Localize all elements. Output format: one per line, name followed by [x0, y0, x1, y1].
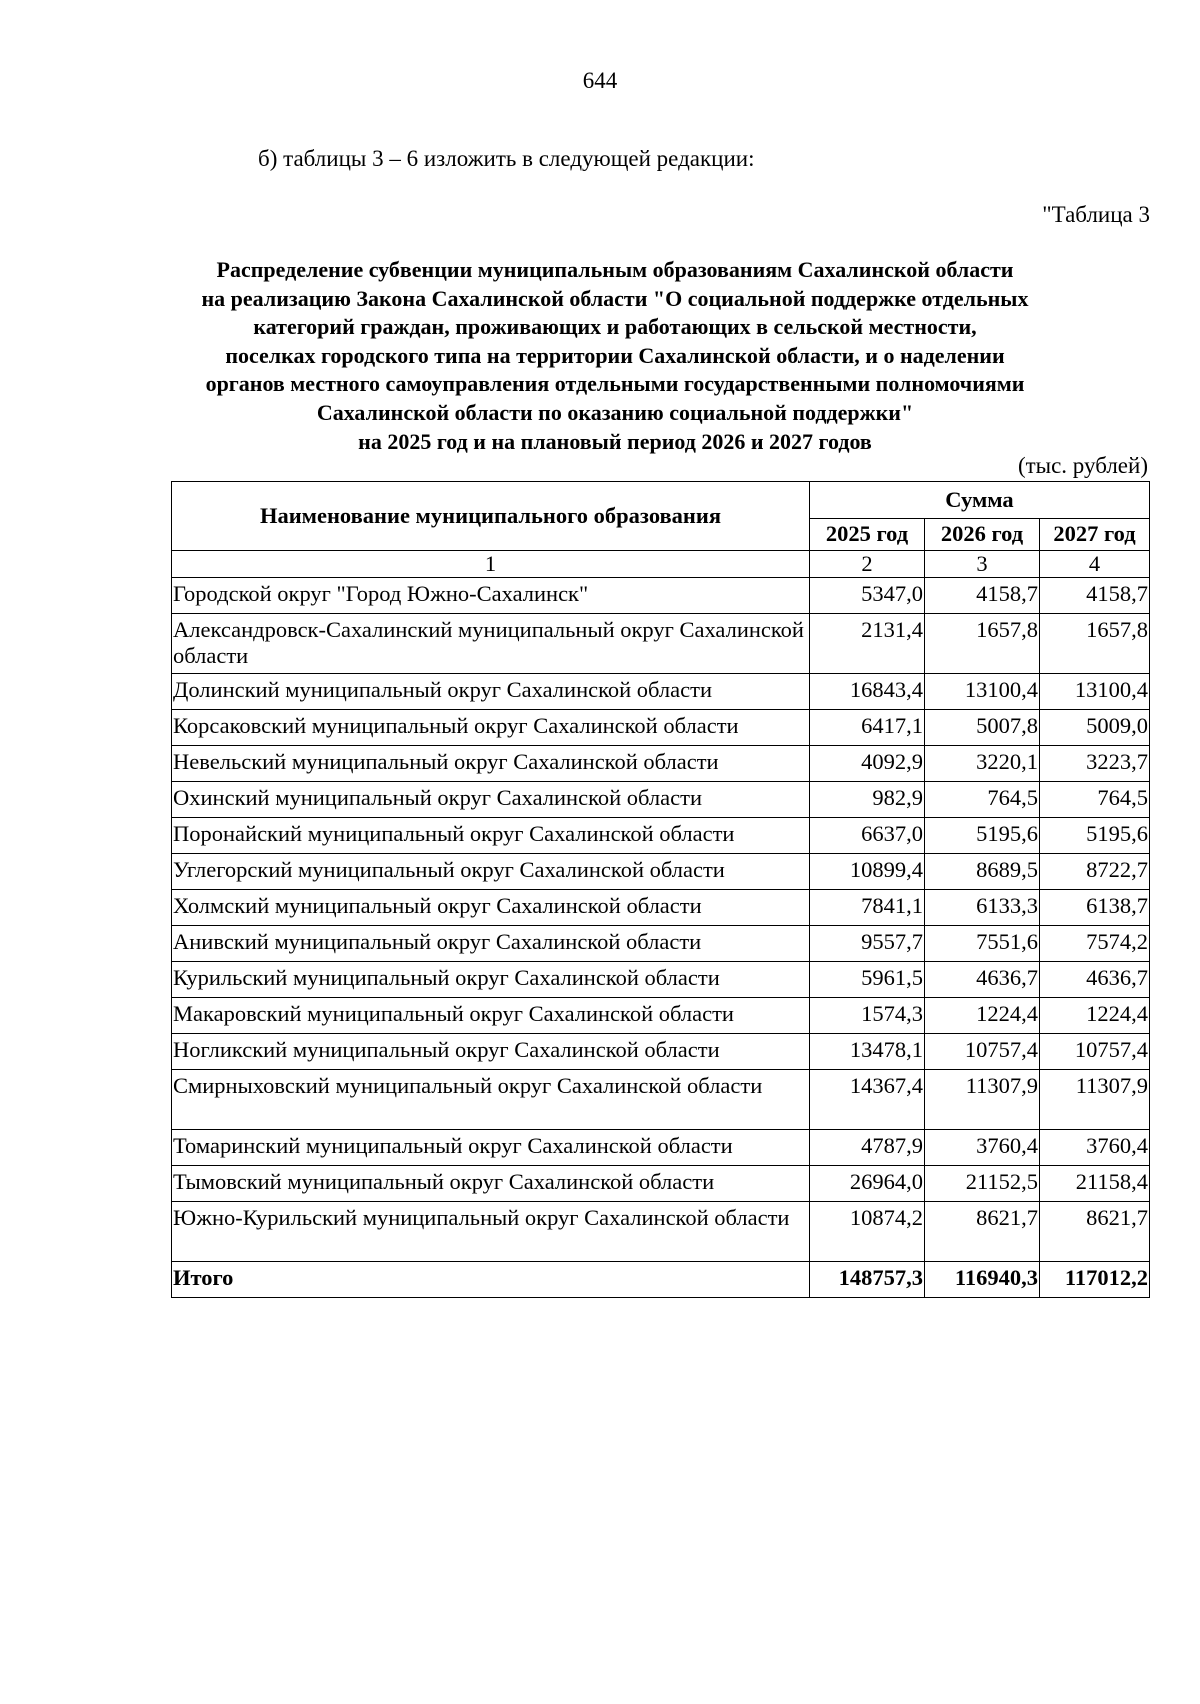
row-name: Невельский муниципальный округ Сахалинской области [172, 746, 810, 782]
row-name: Долинский муниципальный округ Сахалинской области [172, 674, 810, 710]
value-2027: 6138,7 [1040, 890, 1150, 926]
value-2025: 1574,3 [810, 998, 925, 1034]
total-row [172, 1262, 1150, 1298]
value-2025: 16843,4 [810, 674, 925, 710]
value-2026: 4636,7 [925, 962, 1040, 998]
table-row [172, 674, 1150, 710]
value-2027: 5195,6 [1040, 818, 1150, 854]
value-2026: 6133,3 [925, 890, 1040, 926]
value-2027: 13100,4 [1040, 674, 1150, 710]
table-title [150, 256, 1080, 456]
value-2025: 2131,4 [810, 614, 925, 674]
intro-text: б) таблицы 3 – 6 изложить в следующей редакции: [258, 146, 755, 171]
value-2027: 3223,7 [1040, 746, 1150, 782]
header-sum: Сумма [810, 482, 1150, 519]
row-name: Корсаковский муниципальный округ Сахалинской области [172, 710, 810, 746]
value-2026: 3760,4 [925, 1130, 1040, 1166]
header-year-2026: 2026 год [925, 518, 1040, 550]
row-name: Углегорский муниципальный округ Сахалинской области [172, 854, 810, 890]
header-year-2027: 2027 год [1040, 518, 1150, 550]
value-2026: 1657,8 [925, 614, 1040, 674]
table-row [172, 578, 1150, 614]
value-2027: 10757,4 [1040, 1034, 1150, 1070]
row-name: Городской округ "Город Южно-Сахалинск" [172, 578, 810, 614]
row-name: Курильский муниципальный округ Сахалинской области [172, 962, 810, 998]
table-row [172, 926, 1150, 962]
value-2027: 5009,0 [1040, 710, 1150, 746]
title-line: поселках городского типа на территории Сахалинской области, и о наделении [225, 342, 1005, 368]
units-label: (тыс. рублей) [1017, 453, 1148, 478]
value-2025: 6637,0 [810, 818, 925, 854]
value-2027: 3760,4 [1040, 1130, 1150, 1166]
row-name: Охинский муниципальный округ Сахалинской области [172, 782, 810, 818]
value-2025: 13478,1 [810, 1034, 925, 1070]
value-2026: 8689,5 [925, 854, 1040, 890]
value-2025: 982,9 [810, 782, 925, 818]
table-row [172, 818, 1150, 854]
table-row [172, 1070, 1150, 1130]
value-2025: 10899,4 [810, 854, 925, 890]
row-name: Анивский муниципальный округ Сахалинской области [172, 926, 810, 962]
value-2026: 13100,4 [925, 674, 1040, 710]
column-number: 1 [172, 551, 810, 578]
value-2026: 5007,8 [925, 710, 1040, 746]
row-name: Холмский муниципальный округ Сахалинской области [172, 890, 810, 926]
value-2026: 1224,4 [925, 998, 1040, 1034]
page-number: 644 [582, 68, 618, 93]
total-2026: 116940,3 [925, 1262, 1040, 1298]
value-2026: 7551,6 [925, 926, 1040, 962]
value-2026: 21152,5 [925, 1166, 1040, 1202]
value-2027: 11307,9 [1040, 1070, 1150, 1130]
row-name: Поронайский муниципальный округ Сахалинской области [172, 818, 810, 854]
row-name: Томаринский муниципальный округ Сахалинской области [172, 1130, 810, 1166]
header-year-2025: 2025 год [810, 518, 925, 550]
row-name: Александровск-Сахалинский муниципальный округ Сахалинской области [172, 614, 810, 674]
value-2027: 21158,4 [1040, 1166, 1150, 1202]
header-name: Наименование муниципального образования [172, 482, 810, 551]
table-row [172, 1166, 1150, 1202]
value-2025: 7841,1 [810, 890, 925, 926]
value-2027: 7574,2 [1040, 926, 1150, 962]
title-line: органов местного самоуправления отдельными государственными полномочиями [205, 371, 1025, 397]
value-2027: 4158,7 [1040, 578, 1150, 614]
title-line: на реализацию Закона Сахалинской области "О социальной поддержке отдельных [201, 285, 1029, 311]
value-2026: 3220,1 [925, 746, 1040, 782]
value-2025: 4787,9 [810, 1130, 925, 1166]
value-2025: 6417,1 [810, 710, 925, 746]
table-row [172, 854, 1150, 890]
table-label: "Таблица 3 [1042, 202, 1150, 227]
value-2026: 10757,4 [925, 1034, 1040, 1070]
value-2025: 10874,2 [810, 1202, 925, 1262]
title-line: Сахалинской области по оказанию социальной поддержки" [316, 399, 914, 425]
value-2026: 8621,7 [925, 1202, 1040, 1262]
row-name: Южно-Курильский муниципальный округ Сахалинской области [172, 1202, 810, 1262]
table-row [172, 1202, 1150, 1262]
value-2025: 14367,4 [810, 1070, 925, 1130]
table-row [172, 998, 1150, 1034]
value-2027: 1224,4 [1040, 998, 1150, 1034]
row-name: Ногликский муниципальный округ Сахалинской области [172, 1034, 810, 1070]
value-2027: 764,5 [1040, 782, 1150, 818]
total-2027: 117012,2 [1040, 1262, 1150, 1298]
value-2025: 5961,5 [810, 962, 925, 998]
table-row [172, 782, 1150, 818]
column-number: 2 [810, 551, 925, 578]
table-row [172, 962, 1150, 998]
column-number: 3 [925, 551, 1040, 578]
value-2025: 4092,9 [810, 746, 925, 782]
title-line: на 2025 год и на плановый период 2026 и 2027 годов [358, 428, 872, 454]
row-name: Смирныховский муниципальный округ Сахалинской области [172, 1070, 810, 1130]
value-2027: 8621,7 [1040, 1202, 1150, 1262]
title-line: Распределение субвенции муниципальным образованиям Сахалинской области [216, 257, 1014, 282]
value-2027: 4636,7 [1040, 962, 1150, 998]
value-2027: 1657,8 [1040, 614, 1150, 674]
value-2026: 4158,7 [925, 578, 1040, 614]
table-row [172, 746, 1150, 782]
value-2026: 764,5 [925, 782, 1040, 818]
value-2025: 9557,7 [810, 926, 925, 962]
table-row [172, 710, 1150, 746]
row-name: Тымовский муниципальный округ Сахалинской области [172, 1166, 810, 1202]
value-2025: 5347,0 [810, 578, 925, 614]
column-number: 4 [1040, 551, 1150, 578]
table-row [172, 1130, 1150, 1166]
total-2025: 148757,3 [810, 1262, 925, 1298]
row-name: Макаровский муниципальный округ Сахалинской области [172, 998, 810, 1034]
table-row [172, 890, 1150, 926]
value-2026: 11307,9 [925, 1070, 1040, 1130]
table-row [172, 614, 1150, 674]
total-label: Итого [172, 1262, 810, 1298]
table-row [172, 1034, 1150, 1070]
value-2025: 26964,0 [810, 1166, 925, 1202]
subvention-table [171, 481, 1150, 1298]
value-2026: 5195,6 [925, 818, 1040, 854]
title-line: категорий граждан, проживающих и работающих в сельской местности, [253, 314, 977, 340]
value-2027: 8722,7 [1040, 854, 1150, 890]
